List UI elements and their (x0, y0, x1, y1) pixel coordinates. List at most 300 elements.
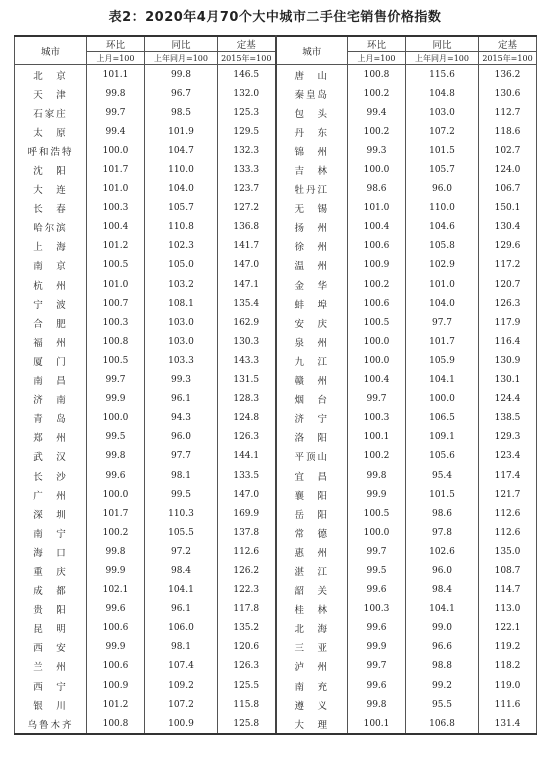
yoy-cell: 99.8 (145, 65, 218, 85)
mom-cell: 99.6 (87, 600, 145, 619)
mom-cell: 101.7 (87, 504, 145, 523)
mom-cell: 100.9 (348, 256, 406, 275)
mom-cell: 100.2 (87, 523, 145, 542)
table-row (15, 504, 537, 523)
mom-cell: 100.6 (87, 657, 145, 676)
table-row (15, 466, 537, 485)
base-cell: 119.2 (479, 638, 537, 657)
yoy-cell: 98.4 (406, 581, 479, 600)
yoy-cell: 96.6 (406, 638, 479, 657)
mom-cell: 100.4 (348, 371, 406, 390)
base-cell: 102.7 (479, 141, 537, 160)
yoy-cell: 106.8 (406, 714, 479, 734)
table-row (15, 390, 537, 409)
mom-cell: 100.1 (348, 714, 406, 734)
yoy-cell: 98.1 (145, 466, 218, 485)
yoy-cell: 104.1 (406, 600, 479, 619)
table-row (15, 409, 537, 428)
base-cell: 124.0 (479, 160, 537, 179)
yoy-cell: 98.1 (145, 638, 218, 657)
yoy-cell: 103.0 (145, 332, 218, 351)
base-cell: 143.3 (218, 351, 276, 370)
yoy-cell: 104.0 (406, 294, 479, 313)
yoy-cell: 97.2 (145, 542, 218, 561)
mom-cell: 100.4 (348, 218, 406, 237)
table-row (15, 619, 537, 638)
city-cell: 合 肥 (15, 313, 87, 332)
base-cell: 120.7 (479, 275, 537, 294)
mom-cell: 101.2 (87, 237, 145, 256)
base-cell: 126.2 (218, 561, 276, 580)
table-title: 表2：2020年4月70个大中城市二手住宅销售价格指数 (108, 10, 442, 25)
base-cell: 130.9 (479, 351, 537, 370)
city-cell: 湛 江 (276, 561, 348, 580)
table-row (15, 371, 537, 390)
yoy-cell: 109.2 (145, 676, 218, 695)
city-cell: 宜 昌 (276, 466, 348, 485)
table-row (15, 84, 537, 103)
base-cell: 130.1 (479, 371, 537, 390)
table-row (15, 638, 537, 657)
table-row (15, 103, 537, 122)
mom-cell: 100.2 (348, 275, 406, 294)
mom-cell: 100.0 (348, 160, 406, 179)
yoy-cell: 99.5 (145, 485, 218, 504)
yoy-cell: 105.9 (406, 351, 479, 370)
city-cell: 桂 林 (276, 600, 348, 619)
mom-cell: 99.7 (348, 390, 406, 409)
table-row (15, 160, 537, 179)
city-cell: 锦 州 (276, 141, 348, 160)
city-cell: 西 宁 (15, 676, 87, 695)
table-row (15, 218, 537, 237)
yoy-cell: 103.2 (145, 275, 218, 294)
mom-cell: 100.3 (87, 313, 145, 332)
city-cell: 广 州 (15, 485, 87, 504)
mom-cell: 99.9 (348, 638, 406, 657)
mom-cell: 99.8 (87, 542, 145, 561)
table-row (15, 275, 537, 294)
table-row (15, 351, 537, 370)
header-city-left: 城市 (15, 36, 87, 65)
yoy-cell: 96.0 (406, 561, 479, 580)
mom-cell: 100.4 (87, 218, 145, 237)
base-cell: 119.0 (479, 676, 537, 695)
mom-cell: 99.9 (87, 638, 145, 657)
yoy-cell: 100.0 (406, 390, 479, 409)
base-cell: 150.1 (479, 199, 537, 218)
subheader-yoy-right: 上年同月=100 (406, 52, 479, 65)
base-cell: 117.2 (479, 256, 537, 275)
city-cell: 大 理 (276, 714, 348, 734)
city-cell: 岳 阳 (276, 504, 348, 523)
mom-cell: 100.7 (87, 294, 145, 313)
yoy-cell: 105.8 (406, 237, 479, 256)
table-row (15, 199, 537, 218)
mom-cell: 100.2 (348, 447, 406, 466)
mom-cell: 99.8 (87, 84, 145, 103)
yoy-cell: 97.8 (406, 523, 479, 542)
mom-cell: 100.0 (348, 351, 406, 370)
mom-cell: 99.8 (348, 466, 406, 485)
table-row (15, 65, 537, 85)
base-cell: 117.4 (479, 466, 537, 485)
city-cell: 安 庆 (276, 313, 348, 332)
base-cell: 124.8 (218, 409, 276, 428)
mom-cell: 100.5 (348, 313, 406, 332)
city-cell: 泉 州 (276, 332, 348, 351)
city-cell: 南 宁 (15, 523, 87, 542)
mom-cell: 99.9 (87, 561, 145, 580)
city-cell: 上 海 (15, 237, 87, 256)
mom-cell: 99.9 (87, 390, 145, 409)
mom-cell: 99.9 (348, 485, 406, 504)
yoy-cell: 105.7 (145, 199, 218, 218)
city-cell: 重 庆 (15, 561, 87, 580)
table-row (15, 581, 537, 600)
table-row (15, 294, 537, 313)
base-cell: 132.0 (218, 84, 276, 103)
base-cell: 112.6 (479, 504, 537, 523)
city-cell: 郑 州 (15, 428, 87, 447)
mom-cell: 99.5 (348, 561, 406, 580)
mom-cell: 100.0 (87, 409, 145, 428)
city-cell: 天 津 (15, 84, 87, 103)
table-row (15, 676, 537, 695)
base-cell: 117.9 (479, 313, 537, 332)
base-cell: 117.8 (218, 600, 276, 619)
city-cell: 北 京 (15, 65, 87, 85)
city-cell: 赣 州 (276, 371, 348, 390)
city-cell: 蚌 埠 (276, 294, 348, 313)
city-cell: 无 锡 (276, 199, 348, 218)
base-cell: 113.0 (479, 600, 537, 619)
mom-cell: 100.9 (87, 676, 145, 695)
mom-cell: 100.0 (87, 141, 145, 160)
yoy-cell: 110.3 (145, 504, 218, 523)
table-row (15, 561, 537, 580)
city-cell: 南 京 (15, 256, 87, 275)
city-cell: 九 江 (276, 351, 348, 370)
base-cell: 112.7 (479, 103, 537, 122)
city-cell: 南 充 (276, 676, 348, 695)
mom-cell: 100.5 (87, 256, 145, 275)
base-cell: 126.3 (479, 294, 537, 313)
mom-cell: 99.7 (87, 103, 145, 122)
base-cell: 138.5 (479, 409, 537, 428)
mom-cell: 100.0 (87, 485, 145, 504)
base-cell: 121.7 (479, 485, 537, 504)
yoy-cell: 96.1 (145, 390, 218, 409)
yoy-cell: 101.9 (145, 122, 218, 141)
city-cell: 福 州 (15, 332, 87, 351)
city-cell: 济 南 (15, 390, 87, 409)
mom-cell: 100.6 (348, 294, 406, 313)
city-cell: 厦 门 (15, 351, 87, 370)
mom-cell: 99.6 (348, 619, 406, 638)
city-cell: 沈 阳 (15, 160, 87, 179)
base-cell: 130.6 (479, 84, 537, 103)
mom-cell: 100.3 (348, 600, 406, 619)
yoy-cell: 104.8 (406, 84, 479, 103)
yoy-cell: 105.6 (406, 447, 479, 466)
base-cell: 132.3 (218, 141, 276, 160)
base-cell: 118.6 (479, 122, 537, 141)
city-cell: 呼和浩特 (15, 141, 87, 160)
city-cell: 徐 州 (276, 237, 348, 256)
city-cell: 深 圳 (15, 504, 87, 523)
yoy-cell: 99.0 (406, 619, 479, 638)
base-cell: 124.4 (479, 390, 537, 409)
city-cell: 宁 波 (15, 294, 87, 313)
yoy-cell: 102.3 (145, 237, 218, 256)
mom-cell: 100.6 (87, 619, 145, 638)
city-cell: 温 州 (276, 256, 348, 275)
city-cell: 韶 关 (276, 581, 348, 600)
header-mom-right: 环比 (348, 36, 406, 52)
city-cell: 吉 林 (276, 160, 348, 179)
yoy-cell: 105.0 (145, 256, 218, 275)
table-row (15, 122, 537, 141)
yoy-cell: 103.3 (145, 351, 218, 370)
base-cell: 129.5 (218, 122, 276, 141)
base-cell: 114.7 (479, 581, 537, 600)
yoy-cell: 95.5 (406, 695, 479, 714)
mom-cell: 99.8 (87, 447, 145, 466)
mom-cell: 100.5 (348, 504, 406, 523)
base-cell: 169.9 (218, 504, 276, 523)
base-cell: 129.3 (479, 428, 537, 447)
city-cell: 唐 山 (276, 65, 348, 85)
yoy-cell: 103.0 (406, 103, 479, 122)
city-cell: 成 都 (15, 581, 87, 600)
base-cell: 125.5 (218, 676, 276, 695)
city-cell: 长 春 (15, 199, 87, 218)
base-cell: 127.2 (218, 199, 276, 218)
mom-cell: 101.7 (87, 160, 145, 179)
mom-cell: 99.4 (87, 122, 145, 141)
table-row (15, 428, 537, 447)
city-cell: 贵 阳 (15, 600, 87, 619)
yoy-cell: 98.8 (406, 657, 479, 676)
base-cell: 112.6 (218, 542, 276, 561)
price-index-table (14, 35, 537, 735)
mom-cell: 101.2 (87, 695, 145, 714)
yoy-cell: 98.6 (406, 504, 479, 523)
mom-cell: 100.0 (348, 332, 406, 351)
yoy-cell: 106.0 (145, 619, 218, 638)
base-cell: 106.7 (479, 180, 537, 199)
base-cell: 123.7 (218, 180, 276, 199)
table-body (15, 65, 537, 735)
city-cell: 常 德 (276, 523, 348, 542)
base-cell: 130.3 (218, 332, 276, 351)
city-cell: 北 海 (276, 619, 348, 638)
base-cell: 123.4 (479, 447, 537, 466)
base-cell: 147.1 (218, 275, 276, 294)
base-cell: 131.4 (479, 714, 537, 734)
mom-cell: 99.7 (87, 371, 145, 390)
city-cell: 泸 州 (276, 657, 348, 676)
yoy-cell: 101.7 (406, 332, 479, 351)
mom-cell: 100.8 (348, 65, 406, 85)
header-base-right: 定基 (479, 36, 537, 52)
yoy-cell: 96.0 (406, 180, 479, 199)
city-cell: 乌鲁木齐 (15, 714, 87, 734)
yoy-cell: 107.2 (145, 695, 218, 714)
table-row (15, 332, 537, 351)
city-cell: 秦皇岛 (276, 84, 348, 103)
base-cell: 131.5 (218, 371, 276, 390)
city-cell: 遵 义 (276, 695, 348, 714)
city-cell: 平顶山 (276, 447, 348, 466)
city-cell: 包 头 (276, 103, 348, 122)
city-cell: 丹 东 (276, 122, 348, 141)
base-cell: 128.3 (218, 390, 276, 409)
mom-cell: 99.6 (348, 581, 406, 600)
mom-cell: 100.5 (87, 351, 145, 370)
yoy-cell: 100.9 (145, 714, 218, 734)
mom-cell: 99.6 (87, 466, 145, 485)
yoy-cell: 99.3 (145, 371, 218, 390)
city-cell: 武 汉 (15, 447, 87, 466)
base-cell: 147.0 (218, 256, 276, 275)
subheader-base-left: 2015年=100 (218, 52, 276, 65)
yoy-cell: 110.0 (406, 199, 479, 218)
yoy-cell: 94.3 (145, 409, 218, 428)
mom-cell: 100.1 (348, 428, 406, 447)
yoy-cell: 105.5 (145, 523, 218, 542)
city-cell: 太 原 (15, 122, 87, 141)
yoy-cell: 107.2 (406, 122, 479, 141)
mom-cell: 100.2 (348, 84, 406, 103)
yoy-cell: 99.2 (406, 676, 479, 695)
mom-cell: 100.6 (348, 237, 406, 256)
yoy-cell: 103.0 (145, 313, 218, 332)
table-row (15, 695, 537, 714)
base-cell: 129.6 (479, 237, 537, 256)
mom-cell: 100.8 (87, 714, 145, 734)
city-cell: 哈尔滨 (15, 218, 87, 237)
header-base-left: 定基 (218, 36, 276, 52)
base-cell: 126.3 (218, 657, 276, 676)
city-cell: 昆 明 (15, 619, 87, 638)
yoy-cell: 96.7 (145, 84, 218, 103)
city-cell: 惠 州 (276, 542, 348, 561)
mom-cell: 99.8 (348, 695, 406, 714)
city-cell: 杭 州 (15, 275, 87, 294)
base-cell: 112.6 (479, 523, 537, 542)
base-cell: 125.8 (218, 714, 276, 734)
base-cell: 133.5 (218, 466, 276, 485)
subheader-mom-right: 上月=100 (348, 52, 406, 65)
mom-cell: 101.1 (87, 65, 145, 85)
mom-cell: 101.0 (87, 180, 145, 199)
table-row (15, 542, 537, 561)
yoy-cell: 98.4 (145, 561, 218, 580)
yoy-cell: 97.7 (145, 447, 218, 466)
base-cell: 135.2 (218, 619, 276, 638)
city-cell: 襄 阳 (276, 485, 348, 504)
city-cell: 扬 州 (276, 218, 348, 237)
yoy-cell: 115.6 (406, 65, 479, 85)
mom-cell: 100.8 (87, 332, 145, 351)
city-cell: 洛 阳 (276, 428, 348, 447)
base-cell: 125.3 (218, 103, 276, 122)
mom-cell: 99.6 (348, 676, 406, 695)
yoy-cell: 104.1 (145, 581, 218, 600)
base-cell: 135.0 (479, 542, 537, 561)
table-row (15, 256, 537, 275)
subheader-mom-left: 上月=100 (87, 52, 145, 65)
yoy-cell: 95.4 (406, 466, 479, 485)
city-cell: 南 昌 (15, 371, 87, 390)
city-cell: 海 口 (15, 542, 87, 561)
city-cell: 大 连 (15, 180, 87, 199)
base-cell: 136.8 (218, 218, 276, 237)
base-cell: 144.1 (218, 447, 276, 466)
yoy-cell: 107.4 (145, 657, 218, 676)
base-cell: 116.4 (479, 332, 537, 351)
table-row (15, 447, 537, 466)
yoy-cell: 101.0 (406, 275, 479, 294)
yoy-cell: 106.5 (406, 409, 479, 428)
mom-cell: 99.3 (348, 141, 406, 160)
city-cell: 兰 州 (15, 657, 87, 676)
table-row (15, 657, 537, 676)
city-cell: 金 华 (276, 275, 348, 294)
base-cell: 122.1 (479, 619, 537, 638)
mom-cell: 98.6 (348, 180, 406, 199)
header-yoy-right: 同比 (406, 36, 479, 52)
yoy-cell: 104.0 (145, 180, 218, 199)
city-cell: 烟 台 (276, 390, 348, 409)
header-city-right: 城市 (276, 36, 348, 65)
city-cell: 三 亚 (276, 638, 348, 657)
yoy-cell: 97.7 (406, 313, 479, 332)
table-row (15, 485, 537, 504)
base-cell: 146.5 (218, 65, 276, 85)
base-cell: 108.7 (479, 561, 537, 580)
base-cell: 115.8 (218, 695, 276, 714)
base-cell: 111.6 (479, 695, 537, 714)
base-cell: 137.8 (218, 523, 276, 542)
base-cell: 135.4 (218, 294, 276, 313)
table-row (15, 313, 537, 332)
yoy-cell: 101.5 (406, 485, 479, 504)
base-cell: 126.3 (218, 428, 276, 447)
yoy-cell: 102.6 (406, 542, 479, 561)
yoy-cell: 104.1 (406, 371, 479, 390)
mom-cell: 99.5 (87, 428, 145, 447)
yoy-cell: 110.8 (145, 218, 218, 237)
base-cell: 147.0 (218, 485, 276, 504)
subheader-base-right: 2015年=100 (479, 52, 537, 65)
base-cell: 162.9 (218, 313, 276, 332)
yoy-cell: 96.0 (145, 428, 218, 447)
table-row (15, 523, 537, 542)
city-cell: 石家庄 (15, 103, 87, 122)
mom-cell: 100.0 (348, 523, 406, 542)
yoy-cell: 104.6 (406, 218, 479, 237)
table-row (15, 237, 537, 256)
mom-cell: 101.0 (87, 275, 145, 294)
base-cell: 136.2 (479, 65, 537, 85)
city-cell: 长 沙 (15, 466, 87, 485)
table-row (15, 714, 537, 734)
city-cell: 济 宁 (276, 409, 348, 428)
city-cell: 青 岛 (15, 409, 87, 428)
